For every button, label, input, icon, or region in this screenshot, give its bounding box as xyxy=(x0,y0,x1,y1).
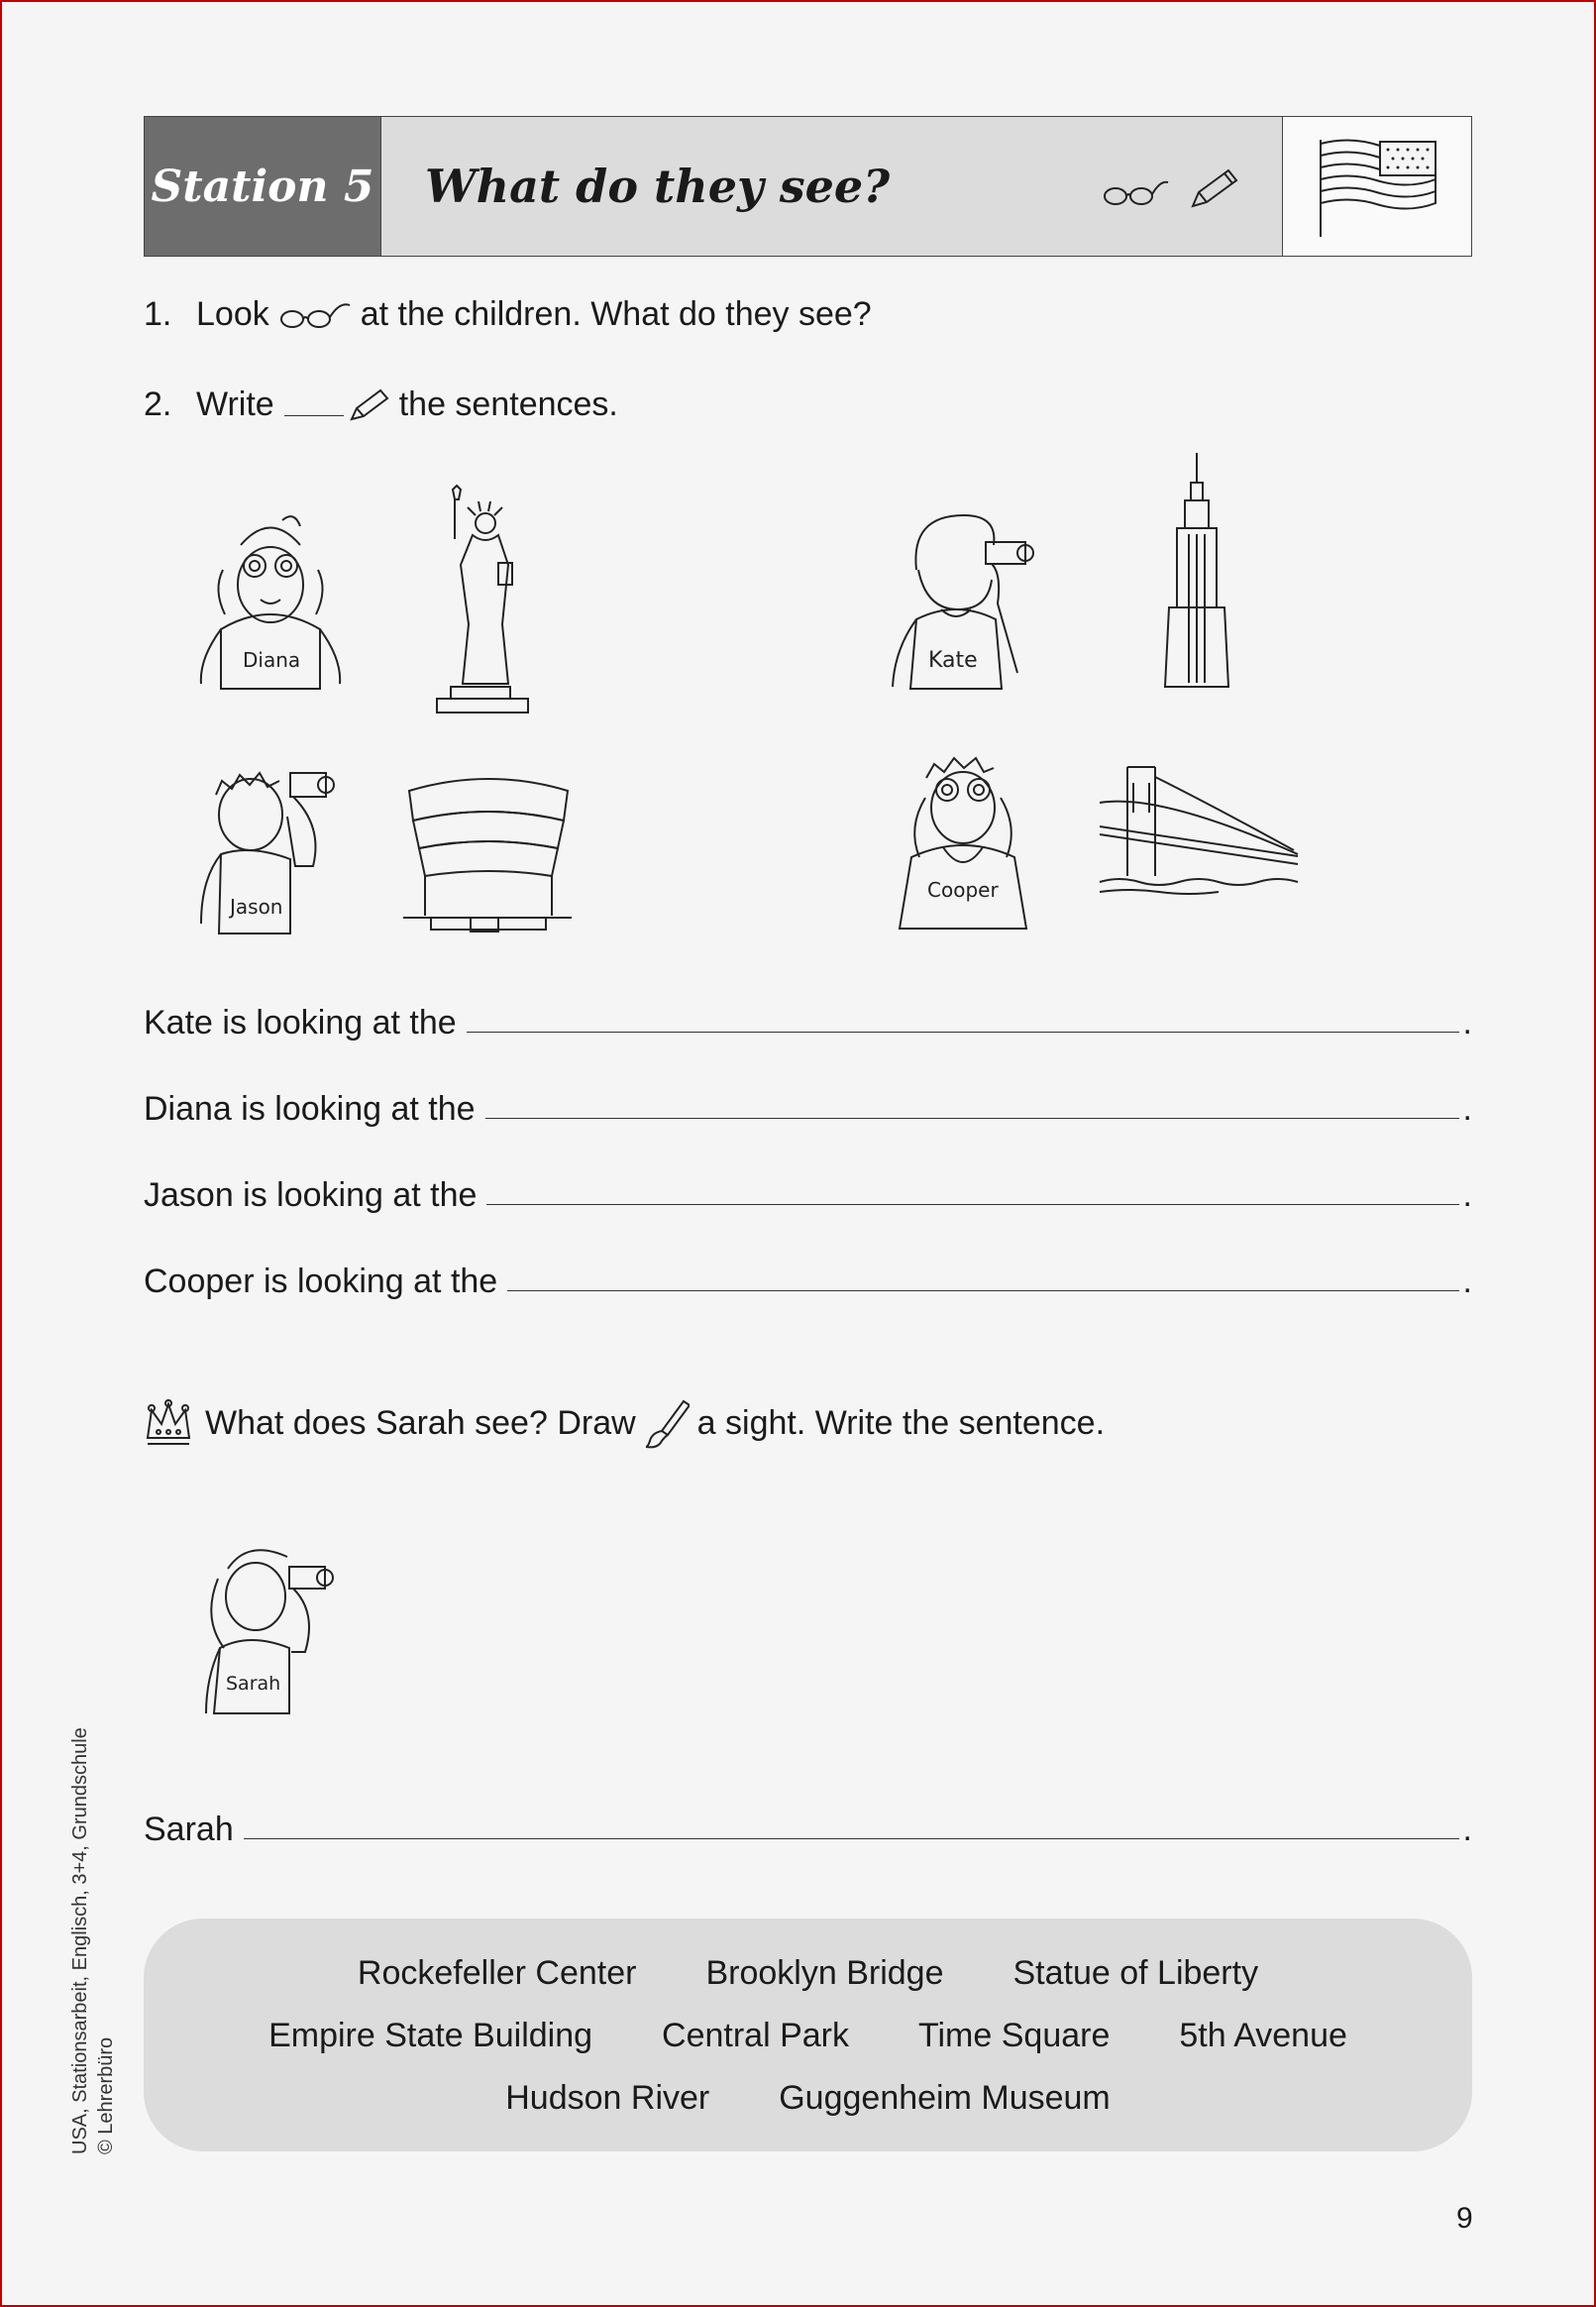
instruction-1 xyxy=(144,295,872,334)
sentence-cooper xyxy=(144,1263,1472,1301)
instruction-text: at the children. What do they see? xyxy=(360,295,872,333)
instruction-text: the sentences. xyxy=(398,385,618,423)
word-bank-row xyxy=(144,2017,1472,2055)
instruction-text: Look xyxy=(196,295,269,333)
word-bank-item: Central Park xyxy=(662,2017,849,2054)
blank-line xyxy=(284,415,344,416)
answer-line[interactable] xyxy=(244,1837,1459,1839)
word-bank-item: Rockefeller Center xyxy=(357,1954,637,1992)
flag-cell xyxy=(1283,117,1471,256)
child-name: Kate xyxy=(928,648,978,673)
diana-illustration xyxy=(193,510,347,694)
sentence-diana xyxy=(144,1090,1472,1129)
sentence-sarah xyxy=(144,1811,1472,1849)
sentence-kate xyxy=(144,1004,1472,1043)
guggenheim-museum-illustration xyxy=(401,773,575,936)
station-label: Station 5 xyxy=(145,117,381,256)
empire-state-building-illustration xyxy=(1157,451,1236,689)
page-number: 9 xyxy=(1456,2202,1473,2235)
answer-line[interactable] xyxy=(486,1203,1458,1205)
sentence-text: Jason is looking at the xyxy=(144,1176,478,1214)
sentence-period: . xyxy=(1462,1090,1472,1128)
station-header xyxy=(144,116,1472,257)
instruction-number: 1. xyxy=(144,295,172,333)
bonus-text: a sight. Write the sentence. xyxy=(696,1403,1106,1442)
sentence-period: . xyxy=(1462,1263,1472,1300)
sentence-text: Cooper is looking at the xyxy=(144,1263,498,1300)
header-tools xyxy=(1102,166,1242,221)
sentence-text: Kate is looking at the xyxy=(144,1004,457,1042)
answer-line[interactable] xyxy=(507,1289,1458,1291)
sentence-period: . xyxy=(1462,1004,1472,1042)
answer-line[interactable] xyxy=(467,1031,1459,1033)
brush-icon xyxy=(644,1397,690,1449)
word-bank-item: Guggenheim Museum xyxy=(779,2079,1111,2117)
bonus-text: What does Sarah see? Draw xyxy=(205,1403,636,1442)
instruction-2 xyxy=(144,385,618,424)
brooklyn-bridge-illustration xyxy=(1098,763,1301,897)
pencil-icon xyxy=(1187,166,1242,210)
word-bank-row xyxy=(144,1954,1472,1993)
us-flag-icon xyxy=(1313,132,1441,241)
child-name: Cooper xyxy=(927,878,999,902)
word-bank-item: Empire State Building xyxy=(268,2017,593,2054)
sarah-illustration xyxy=(198,1539,342,1717)
child-name: Diana xyxy=(243,648,301,672)
jason-illustration xyxy=(196,755,340,938)
sentence-jason xyxy=(144,1176,1472,1215)
page-title xyxy=(381,117,1283,256)
instruction-number: 2. xyxy=(144,385,172,423)
word-bank-item: Statue of Liberty xyxy=(1012,1954,1259,1992)
child-name: Sarah xyxy=(226,1673,281,1695)
sentence-period: . xyxy=(1462,1811,1472,1848)
word-bank-item: Hudson River xyxy=(505,2079,710,2117)
glasses-icon xyxy=(277,297,353,333)
page-title-text: What do they see? xyxy=(425,160,891,213)
statue-of-liberty-illustration xyxy=(431,484,540,716)
sentence-text: Diana is looking at the xyxy=(144,1090,476,1128)
pencil-icon xyxy=(348,387,391,423)
sentence-period: . xyxy=(1462,1176,1472,1214)
kate-illustration xyxy=(887,510,1045,694)
word-bank-item: 5th Avenue xyxy=(1179,2017,1347,2054)
word-bank-item: Brooklyn Bridge xyxy=(705,1954,944,1992)
child-name: Jason xyxy=(230,895,283,919)
crown-icon xyxy=(144,1398,193,1448)
copyright-side-text xyxy=(67,1727,119,2154)
word-bank xyxy=(144,1919,1472,2151)
word-bank-item: Time Square xyxy=(918,2017,1111,2054)
instruction-text: Write xyxy=(196,385,274,423)
bonus-task xyxy=(144,1397,1105,1449)
glasses-icon xyxy=(1102,174,1171,210)
word-bank-row xyxy=(144,2079,1472,2118)
answer-line[interactable] xyxy=(485,1117,1459,1119)
sentence-text: Sarah xyxy=(144,1811,234,1848)
cooper-illustration xyxy=(882,748,1045,932)
side-text-line: USA, Stationsarbeit, Englisch, 3+4, Grundschule xyxy=(69,1727,91,2154)
side-text-line: © Lehrerbüro xyxy=(95,2036,117,2154)
